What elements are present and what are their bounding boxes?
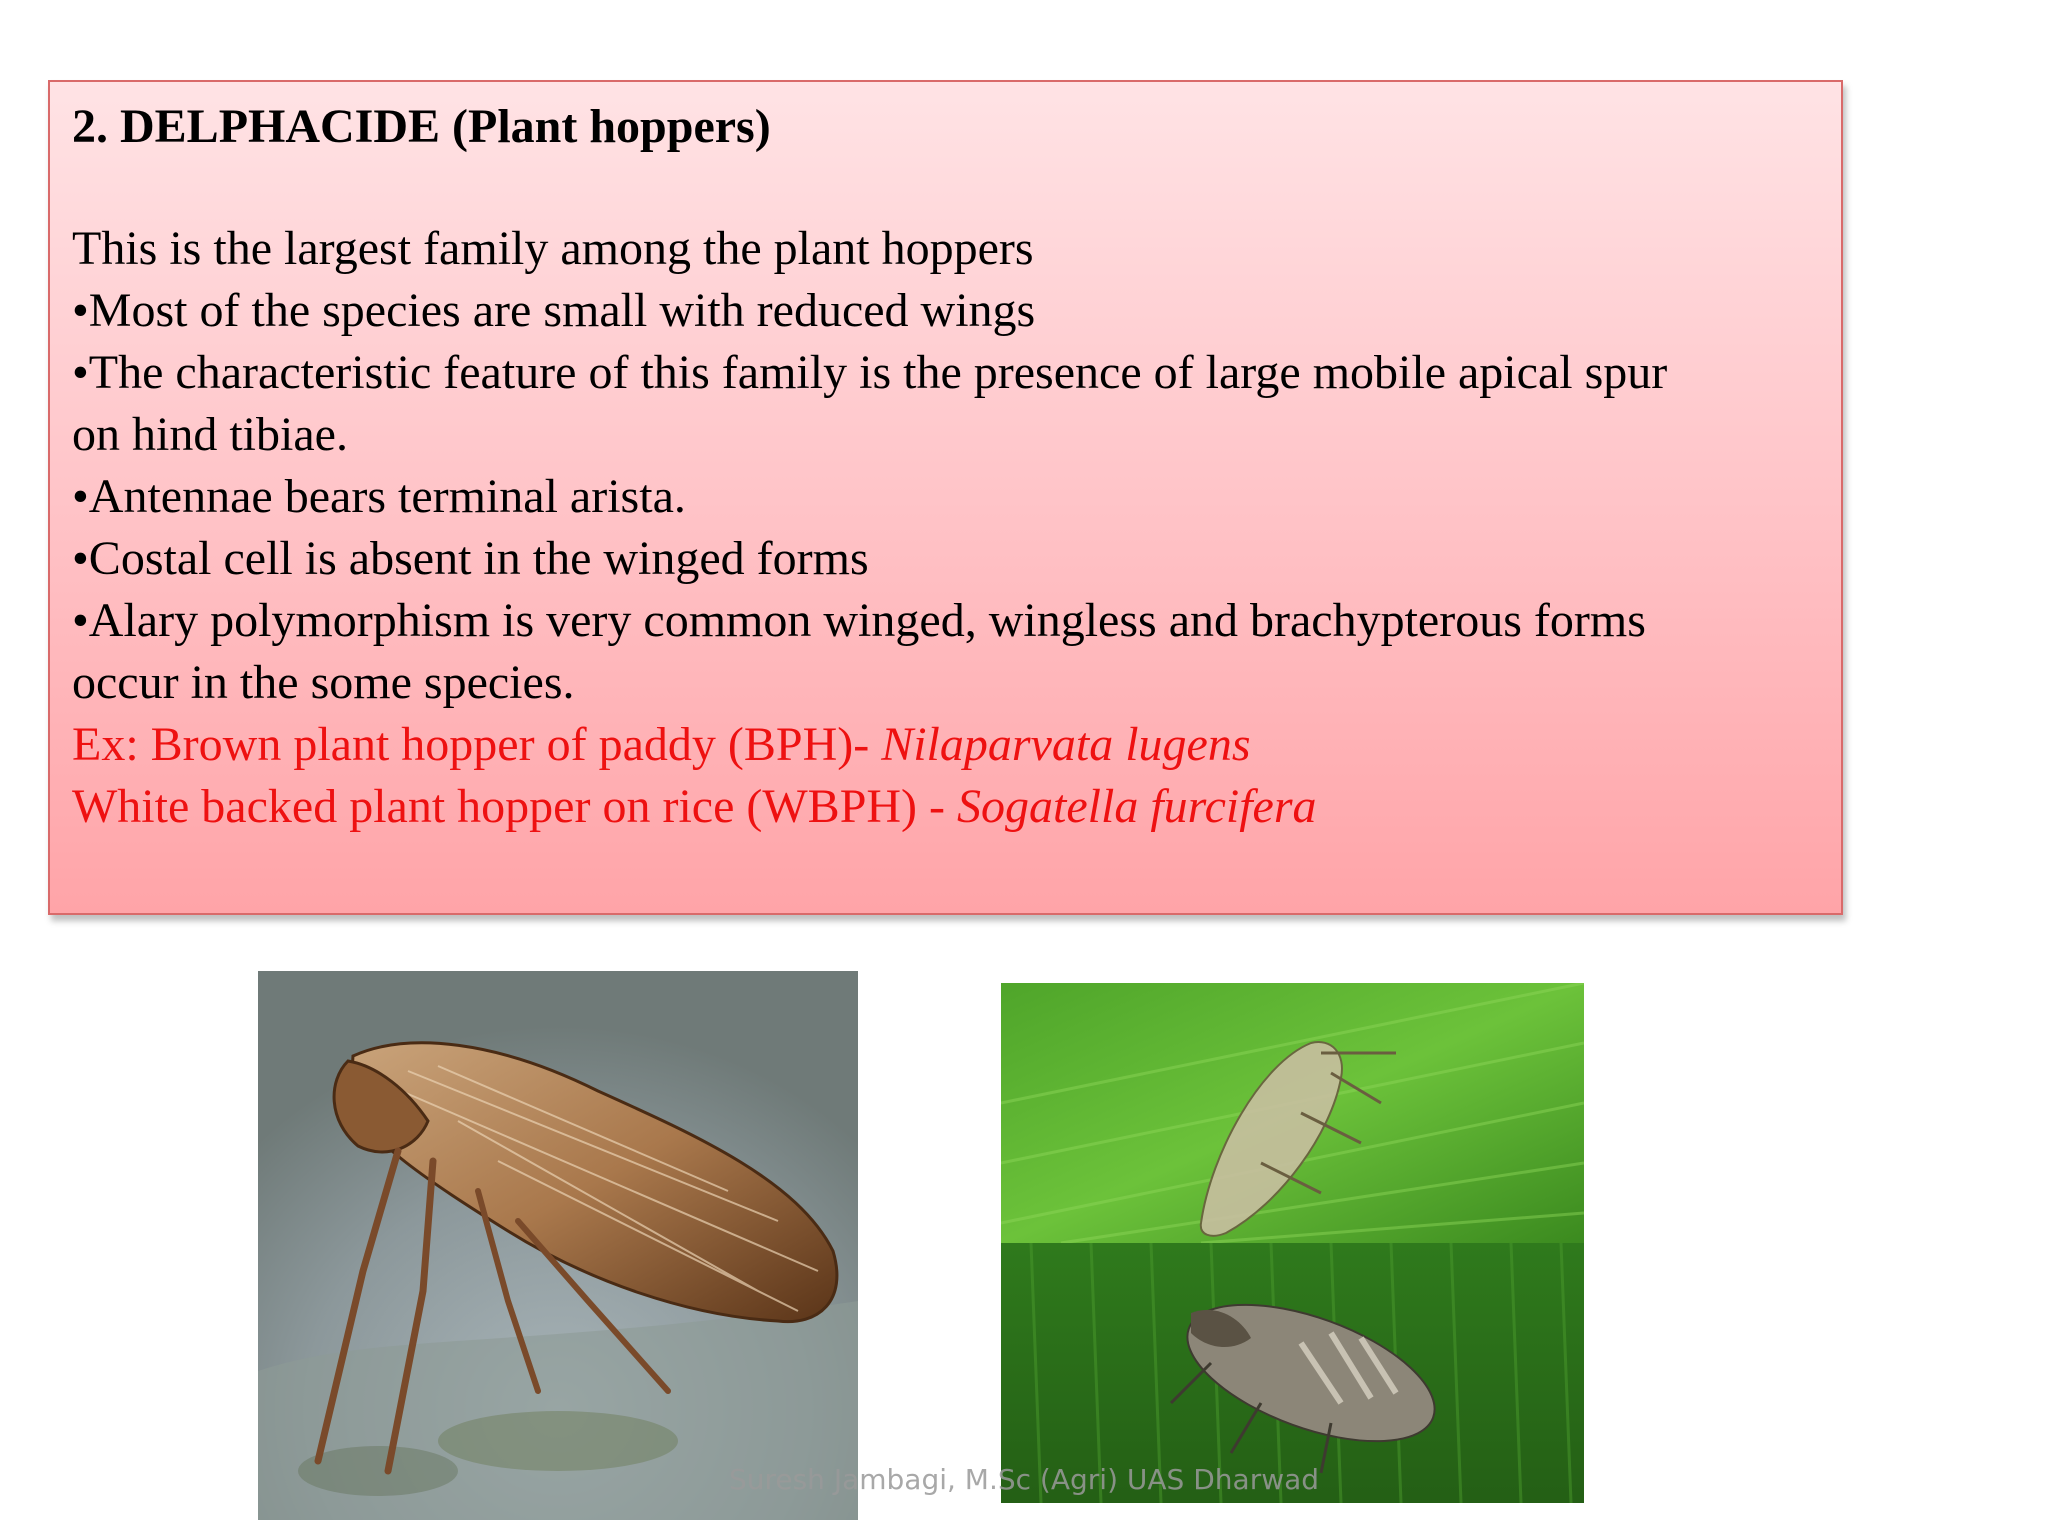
- text-box: [48, 80, 1843, 915]
- bullet-line: •Costal cell is absent in the winged forms: [72, 532, 869, 585]
- bullet-line: •The characteristic feature of this family is the presence of large mobile apical spur: [72, 346, 1668, 399]
- slide-title: 2. DELPHACIDE (Plant hoppers): [72, 100, 771, 153]
- footer-credit: Suresh Jambagi, M.Sc (Agri) UAS Dharwad: [728, 1463, 1320, 1496]
- bullet-line-continued: on hind tibiae.: [72, 408, 348, 461]
- example-bph: [72, 714, 1821, 776]
- bullet-line: •Most of the species are small with reduced wings: [72, 284, 1036, 337]
- body-text: [72, 218, 1821, 838]
- rice-plant-hopper-photo: [1001, 983, 1584, 1503]
- bullet-line: •Alary polymorphism is very common winged, wingless and brachypterous forms: [72, 594, 1646, 647]
- plant-hopper-photo: [258, 971, 858, 1520]
- bullet-line-continued: occur in the some species.: [72, 656, 575, 709]
- body-line: This is the largest family among the plant hoppers: [72, 222, 1034, 275]
- example-bph-label: Ex: Brown plant hopper of paddy (BPH)-: [72, 718, 882, 771]
- bullet-line: •Antennae bears terminal arista.: [72, 470, 686, 523]
- example-wbph-label: White backed plant hopper on rice (WBPH) -: [72, 780, 958, 833]
- example-wbph: [72, 776, 1821, 838]
- example-bph-species: Nilaparvata lugens: [881, 718, 1251, 771]
- example-wbph-species: Sogatella furcifera: [957, 780, 1317, 833]
